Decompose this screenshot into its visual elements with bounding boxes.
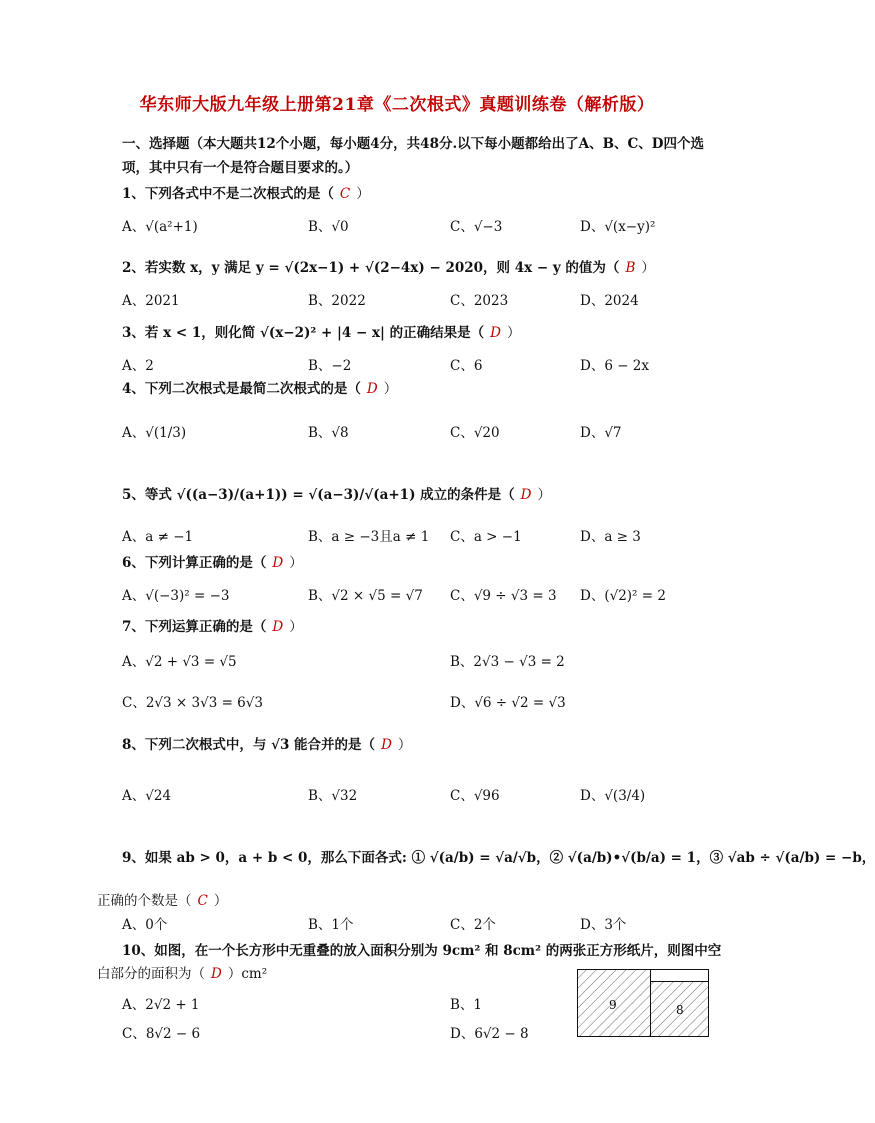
question-9-stem-cont: 正确的个数是（ C ） — [97, 893, 228, 909]
q1-option-c: C、√−3 — [450, 219, 503, 235]
q2-option-d: D、2024 — [580, 293, 639, 309]
question-3-stem: 3、若 x < 1，则化简 √(x−2)² + |4 − x| 的正确结果是（ D ） — [122, 325, 521, 341]
q4-option-a: A、√(1/3) — [122, 425, 187, 441]
question-6-stem: 6、下列计算正确的是（ D ） — [122, 555, 303, 571]
q3-option-b: B、−2 — [308, 358, 352, 374]
q7-option-a: A、√2 + √3 = √5 — [122, 654, 237, 670]
question-7-stem: 7、下列运算正确的是（ D ） — [122, 619, 303, 635]
q4-option-c: C、√20 — [450, 425, 500, 441]
q8-option-a: A、√24 — [122, 788, 172, 804]
label-8: 8 — [676, 1003, 684, 1017]
question-10-stem-cont: 白部分的面积为（ D ）cm² — [97, 966, 268, 982]
q8-option-c: C、√96 — [450, 788, 500, 804]
q10-figure — [577, 969, 710, 1039]
q10-option-d: D、6√2 − 8 — [450, 1026, 529, 1042]
q6-option-d: D、(√2)² = 2 — [580, 588, 666, 604]
q2-option-b: B、2022 — [308, 293, 366, 309]
answer-8: D — [381, 737, 392, 753]
question-2-stem: 2、若实数 x，y 满足 y = √(2x−1) + √(2−4x) − 2020，则 4x − y 的值为（ B ） — [122, 260, 655, 276]
q7-option-b: B、2√3 − √3 = 2 — [450, 654, 565, 670]
q4-option-b: B、√8 — [308, 425, 349, 441]
q6-option-a: A、√(−3)² = −3 — [122, 588, 230, 604]
q3-option-d: D、6 − 2x — [580, 358, 650, 374]
question-8-stem: 8、下列二次根式中，与 √3 能合并的是（ D ） — [122, 737, 412, 753]
answer-2: B — [625, 260, 636, 276]
question-5-stem: 5、等式 √((a−3)/(a+1)) = √(a−3)/√(a+1) 成立的条件是（ D ） — [122, 487, 551, 503]
q7-option-d: D、√6 ÷ √2 = √3 — [450, 695, 566, 711]
q1-option-a: A、√(a²+1) — [122, 219, 198, 235]
question-10-stem: 10、如图，在一个长方形中无重叠的放入面积分别为 9cm² 和 8cm² 的两张正方形纸片，则图中空 — [122, 943, 722, 959]
answer-5: D — [520, 487, 532, 503]
question-1-stem: 1、下列各式中不是二次根式的是（ C ） — [122, 186, 370, 202]
q5-option-b: B、a ≥ −3且a ≠ 1 — [308, 529, 430, 545]
question-9-stem: 9、如果 ab > 0，a + b < 0，那么下面各式: ① √(a/b) = √a/√b，② √(a/b)•√(b/a) = 1，③ √ab ÷ √(a/b) = −b， — [122, 850, 875, 866]
answer-9: C — [197, 893, 208, 909]
answer-6: D — [272, 555, 284, 571]
q10-option-a: A、2√2 + 1 — [122, 997, 200, 1013]
q9-option-d: D、3个 — [580, 917, 627, 933]
question-4-stem: 4、下列二次根式是最简二次根式的是（ D ） — [122, 381, 398, 397]
q1-option-b: B、√0 — [308, 219, 349, 235]
q8-option-b: B、√32 — [308, 788, 358, 804]
q10-option-b: B、1 — [450, 997, 483, 1013]
q6-option-b: B、√2 × √5 = √7 — [308, 588, 423, 604]
q3-option-a: A、2 — [122, 358, 154, 374]
q4-option-d: D、√7 — [580, 425, 622, 441]
q3-option-c: C、6 — [450, 358, 483, 374]
q9-option-c: C、2个 — [450, 917, 496, 933]
q2-option-a: A、2021 — [122, 293, 180, 309]
q1-option-d: D、√(x−y)² — [580, 219, 656, 235]
q6-option-c: C、√9 ÷ √3 = 3 — [450, 588, 557, 604]
answer-3: D — [490, 325, 501, 341]
q5-option-d: D、a ≥ 3 — [580, 529, 641, 545]
answer-1: C — [339, 186, 351, 202]
label-9: 9 — [609, 998, 617, 1012]
q5-option-a: A、a ≠ −1 — [122, 529, 194, 545]
q5-option-c: C、a > −1 — [450, 529, 522, 545]
q9-option-a: A、0个 — [122, 917, 168, 933]
q10-option-c: C、8√2 − 6 — [122, 1026, 201, 1042]
q7-option-c: C、2√3 × 3√3 = 6√3 — [122, 695, 263, 711]
q9-option-b: B、1个 — [308, 917, 354, 933]
answer-7: D — [272, 619, 284, 635]
page-title: 华东师大版九年级上册第21章《二次根式》真题训练卷（解析版） — [139, 95, 655, 115]
section-heading: 一、选择题（本大题共12个小题，每小题4分，共48分.以下每小题都给出了A、B、C、D四个选项，其中只有一个是符合题目要求的。） — [122, 136, 705, 176]
answer-10: D — [211, 966, 222, 982]
answer-4: D — [366, 381, 378, 397]
q2-option-c: C、2023 — [450, 293, 509, 309]
q8-option-d: D、√(3/4) — [580, 788, 646, 804]
